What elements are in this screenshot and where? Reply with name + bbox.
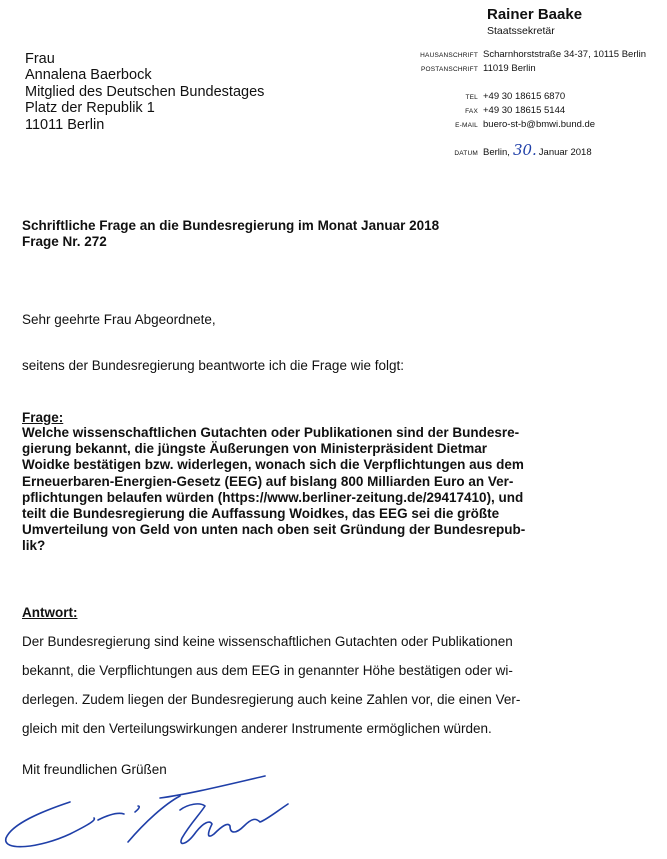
salutation: Sehr geehrte Frau Abgeordnete,: [22, 312, 216, 327]
tel-row: [380, 91, 667, 105]
recipient-address: [25, 51, 264, 133]
fax-value: +49 30 18615 5144: [483, 105, 566, 116]
question-line: lik?: [22, 538, 46, 554]
closing: Mit freundlichen Grüßen: [22, 762, 167, 777]
recipient-line: 11011 Berlin: [25, 116, 105, 133]
datum-suffix: Januar 2018: [538, 147, 592, 158]
sender-name: Rainer Baake: [487, 6, 583, 23]
email-label: E-MAIL: [455, 122, 478, 129]
postanschrift-label: POSTANSCHRIFT: [420, 66, 478, 73]
fax-row: [380, 105, 667, 119]
answer-line: gleich mit den Verteilungswirkungen anderer Instrumente ermöglichen würden.: [22, 721, 492, 736]
question-line: pflichtungen belaufen würden (https://www.berliner-zeitung.de/29417410), und: [22, 489, 524, 505]
postanschrift-row: [380, 63, 667, 77]
recipient-line: Mitglied des Deutschen Bundestages: [25, 83, 265, 100]
recipient-line: Frau: [25, 51, 55, 67]
answer-line: derlegen. Zudem liegen der Bundesregierung auch keine Zahlen vor, die einen Ver-: [22, 692, 521, 707]
subject: [22, 218, 439, 250]
tel-label: TEL: [465, 94, 478, 101]
signature: [0, 762, 330, 859]
question-line: teilt die Bundesregierung die Auffassung Woidkes, das EEG sei die größte: [22, 506, 500, 522]
subject-line: Schriftliche Frage an die Bundesregierung im Monat Januar 2018: [22, 218, 440, 233]
question-line: Welche wissenschaftlichen Gutachten oder Publikationen sind der Bundesre-: [22, 425, 520, 440]
recipient-line: Annalena Baerbock: [25, 67, 152, 84]
question-line: Woidke bestätigen bzw. widerlegen, wonach sich die Verpflichtungen aus dem: [22, 457, 524, 473]
question-heading: Frage:: [22, 410, 64, 425]
question-line: Umverteilung von Geld von unten nach oben seit Gründung der Bundesrepub-: [22, 522, 526, 538]
recipient-line: Platz der Republik 1: [25, 100, 155, 117]
hausanschrift-row: [380, 49, 667, 63]
datum-prefix: Berlin,: [483, 147, 510, 158]
answer-heading: Antwort:: [22, 605, 78, 620]
tel-value: +49 30 18615 6870: [483, 91, 566, 102]
answer-line: Der Bundesregierung sind keine wissenschaftlichen Gutachten oder Publikationen: [22, 634, 513, 649]
datum-label: DATUM: [454, 150, 478, 157]
datum-day-handwritten: 30.: [512, 141, 537, 159]
question-line: Erneuerbaren-Energien-Gesetz (EEG) auf bislang 800 Milliarden Euro an Ver-: [22, 473, 514, 489]
datum-value: [483, 141, 592, 159]
hausanschrift-value: Scharnhorststraße 34-37, 10115 Berlin: [483, 49, 646, 60]
sender-contact-info: [380, 49, 667, 159]
answer-text: [22, 627, 520, 743]
email-row: [380, 119, 667, 133]
sender-title: Staatssekretär: [487, 25, 555, 37]
subject-number: Frage Nr. 272: [22, 234, 107, 249]
question-line: gierung bekannt, die jüngste Äußerungen von Ministerpräsident Dietmar: [22, 441, 488, 457]
question-text: [22, 425, 642, 555]
fax-label: FAX: [465, 108, 478, 115]
sender-block: [487, 6, 582, 38]
postanschrift-value: 11019 Berlin: [483, 63, 536, 74]
answer-line: bekannt, die Verpflichtungen aus dem EEG in genannter Höhe bestätigen oder wi-: [22, 663, 513, 678]
datum-row: [380, 141, 667, 159]
hausanschrift-label: HAUSANSCHRIFT: [420, 52, 478, 59]
email-value[interactable]: buero-st-b@bmwi.bund.de: [483, 119, 596, 130]
intro-text: seitens der Bundesregierung beantworte ich die Frage wie folgt:: [22, 358, 404, 373]
